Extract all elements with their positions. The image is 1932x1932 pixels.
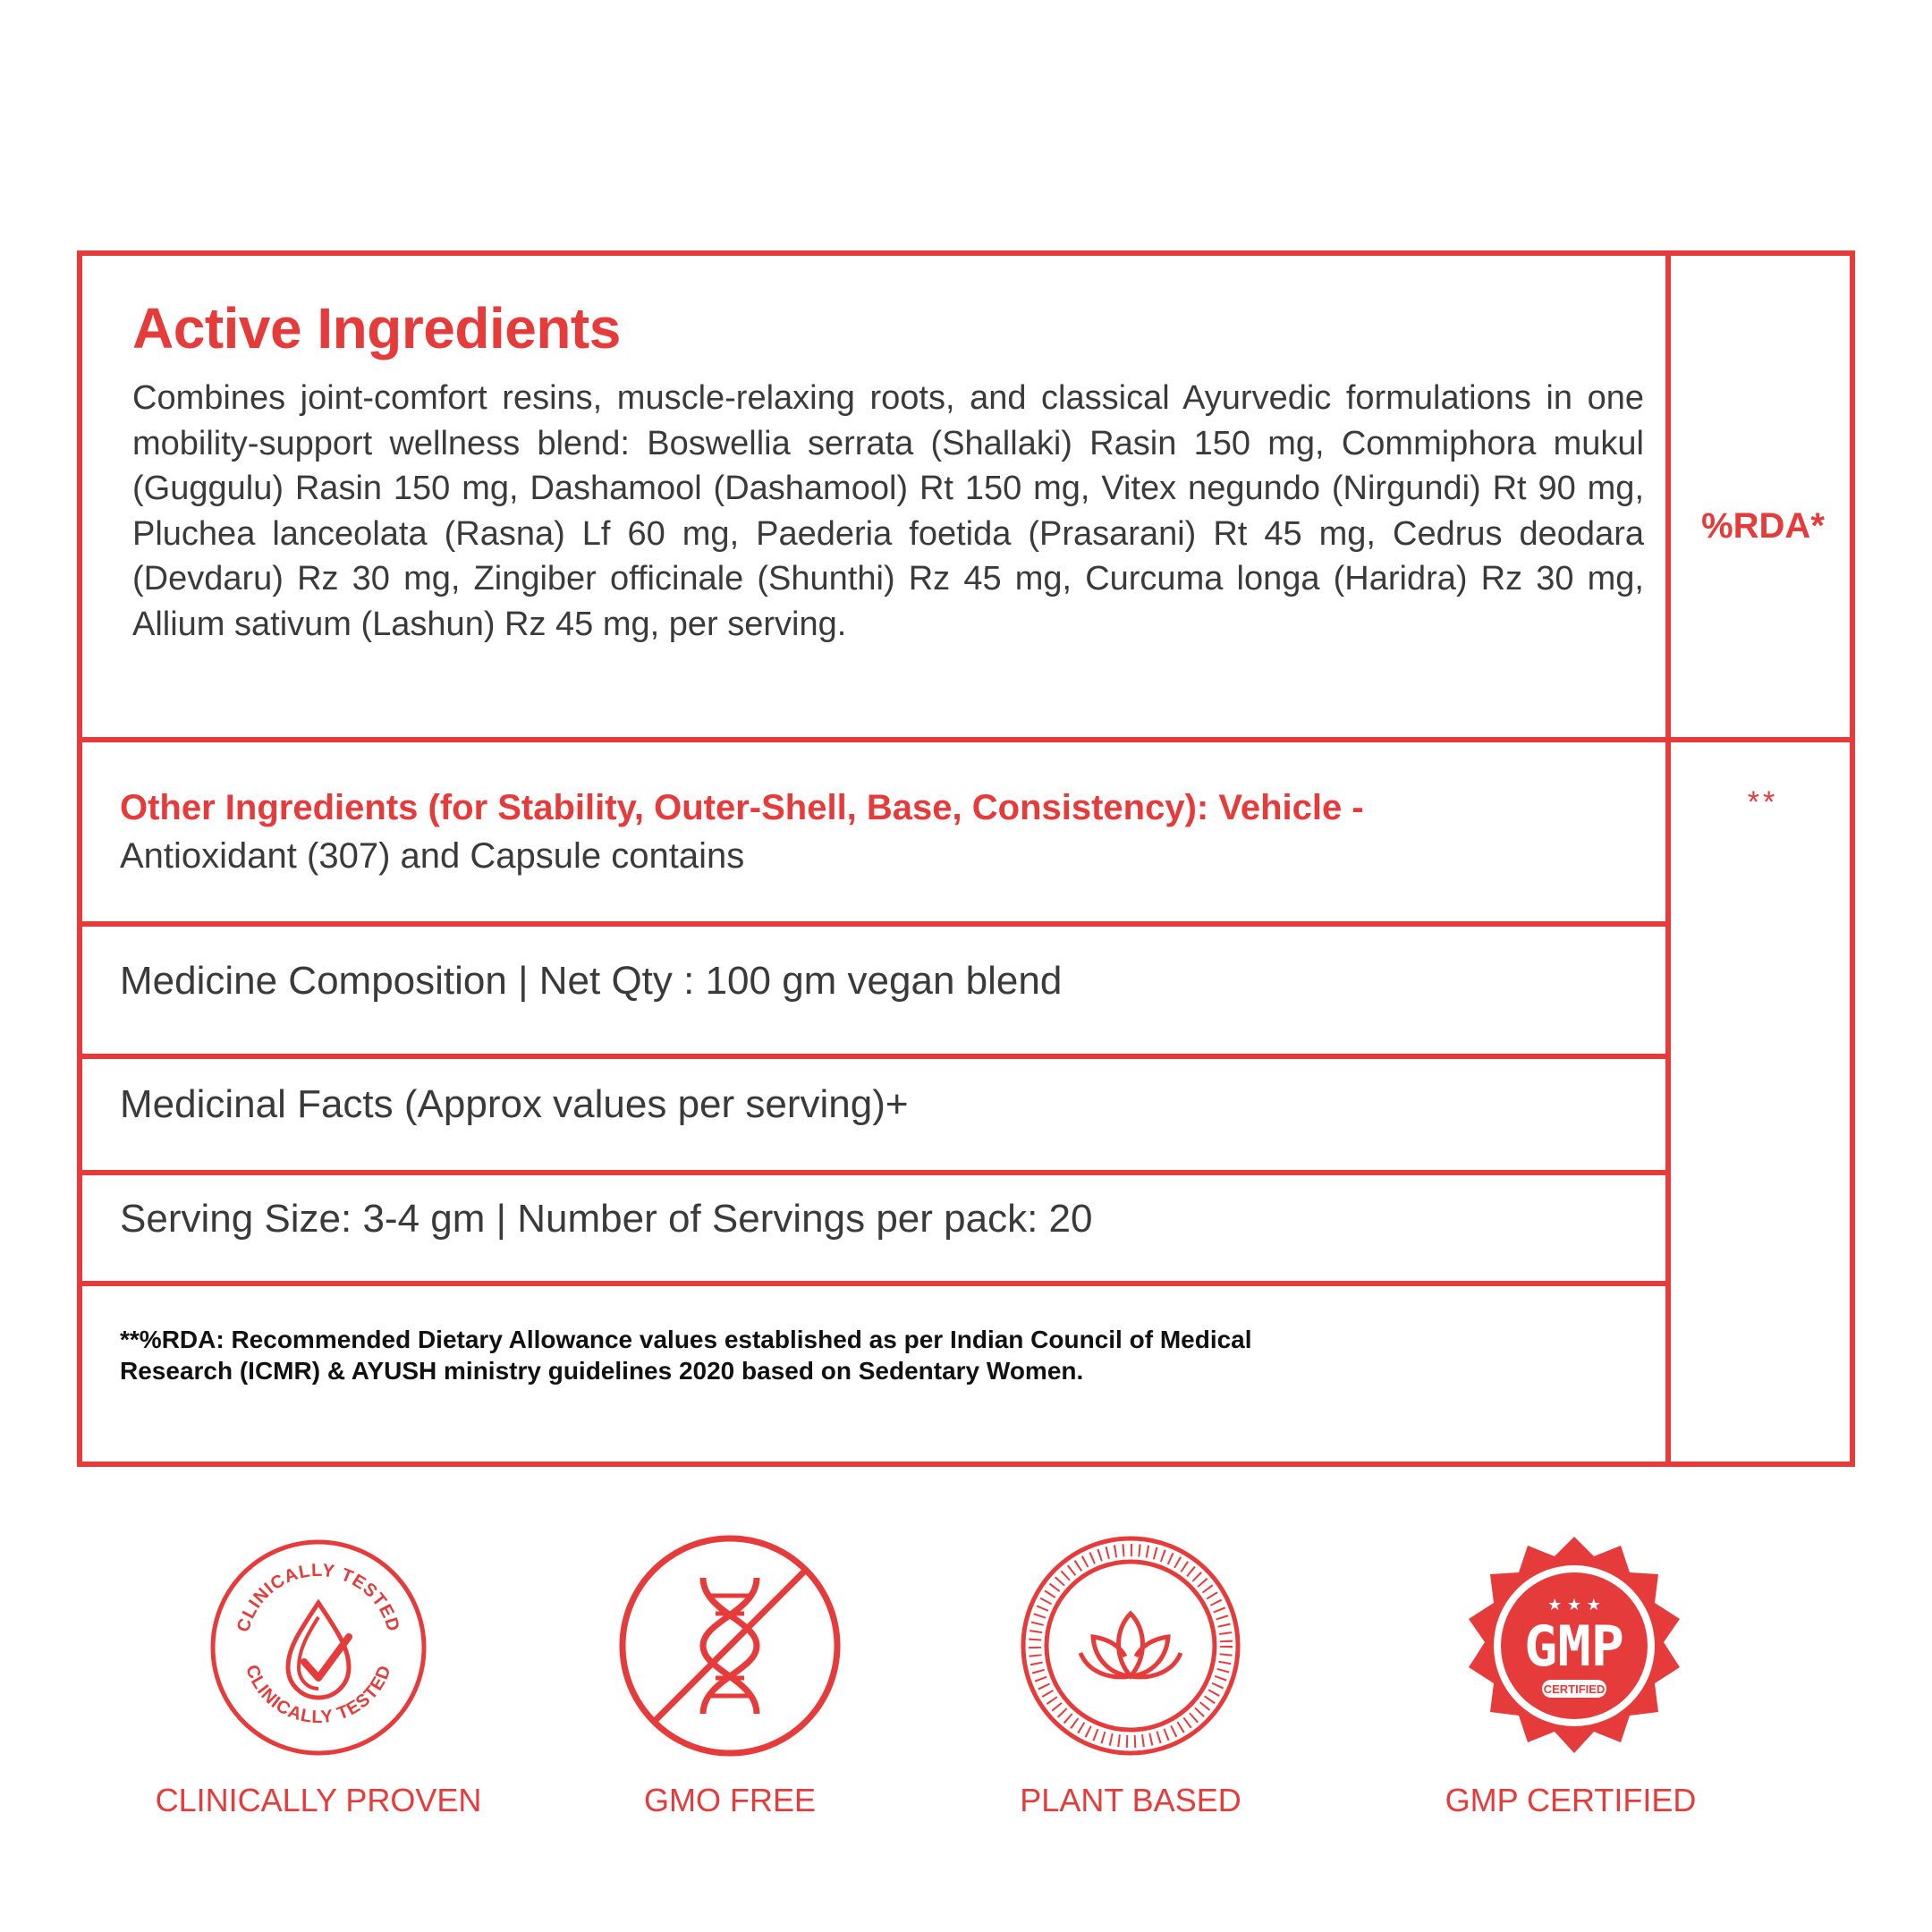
active-ingredients-title: Active Ingredients xyxy=(132,296,621,360)
other-ingredients-label: Other Ingredients (for Stability, Outer-Shell, Base, Consistency): Vehicle - xyxy=(120,788,1364,827)
gmo-free-label: GMO FREE xyxy=(643,1782,816,1818)
rda-other-mark: ** xyxy=(1747,785,1779,819)
row-divider-1 xyxy=(77,737,1855,742)
gmp-certified-badge xyxy=(1462,1533,1687,1758)
svg-text:CLINICALLY TESTED: CLINICALLY TESTED xyxy=(242,1662,395,1728)
clinically-tested-badge xyxy=(208,1537,429,1758)
clinically-proven-label: CLINICALLY PROVEN xyxy=(155,1782,482,1818)
no-dna-icon xyxy=(615,1531,844,1760)
row-divider-5 xyxy=(77,1281,1671,1286)
medicinal-facts: Medicinal Facts (Approx values per serving)+ xyxy=(120,1082,909,1126)
row-divider-2 xyxy=(77,921,1671,927)
plant-based-label: PLANT BASED xyxy=(1020,1782,1241,1818)
drop-check-icon xyxy=(208,1537,429,1758)
rda-footnote xyxy=(120,1324,1372,1386)
footnote-line-2: Research (ICMR) & AYUSH ministry guidelines 2020 based on Sedentary Women. xyxy=(120,1357,1084,1385)
plant-based-badge xyxy=(1018,1533,1243,1758)
footnote-line-1: **%RDA: Recommended Dietary Allowance values established as per Indian Council of Medical xyxy=(120,1326,1252,1353)
serving-size: Serving Size: 3-4 gm | Number of Servings per pack: 20 xyxy=(120,1197,1093,1241)
svg-text:CLINICALLY TESTED: CLINICALLY TESTED xyxy=(233,1560,403,1635)
row-divider-4 xyxy=(77,1170,1671,1175)
svg-text:GMP: GMP xyxy=(1524,1614,1624,1679)
svg-text:CERTIFIED: CERTIFIED xyxy=(1543,1682,1606,1696)
medicine-composition: Medicine Composition | Net Qty : 100 gm vegan blend xyxy=(120,959,1063,1003)
lotus-icon xyxy=(1018,1533,1243,1758)
active-ingredients-body: Combines joint-comfort resins, muscle-relaxing roots, and classical Ayurvedic formulations in one mobility-support wellness blend: Boswellia serrata (Shallaki) Rasin 150 mg, Commiphora mukul (Guggulu) Rasin 150 mg, Dashamool (Dashamool) Rt 150 mg, Vitex negundo (Nirgundi) Rt 90 mg, Pluchea lanceolata (Rasna) Lf 60 mg, Paederia foetida (Prasarani) Rt 45 mg, Cedrus deodara (Devdaru) Rz 30 mg, Zingiber officinale (Shunthi) Rz 45 mg, Curcuma longa (Haridra) Rz 30 mg, Allium sativum (Lashun) Rz 45 mg, per serving. xyxy=(132,379,1644,643)
gmp-certified-label: GMP CERTIFIED xyxy=(1445,1782,1697,1818)
row-divider-3 xyxy=(77,1054,1671,1059)
rda-header: %RDA* xyxy=(1701,506,1825,546)
other-ingredients xyxy=(120,784,1640,880)
svg-text:★ ★ ★: ★ ★ ★ xyxy=(1547,1596,1601,1614)
gmo-free-badge xyxy=(615,1531,844,1760)
gmp-seal-icon xyxy=(1462,1533,1687,1758)
other-ingredients-value: Antioxidant (307) and Capsule contains xyxy=(120,836,745,876)
